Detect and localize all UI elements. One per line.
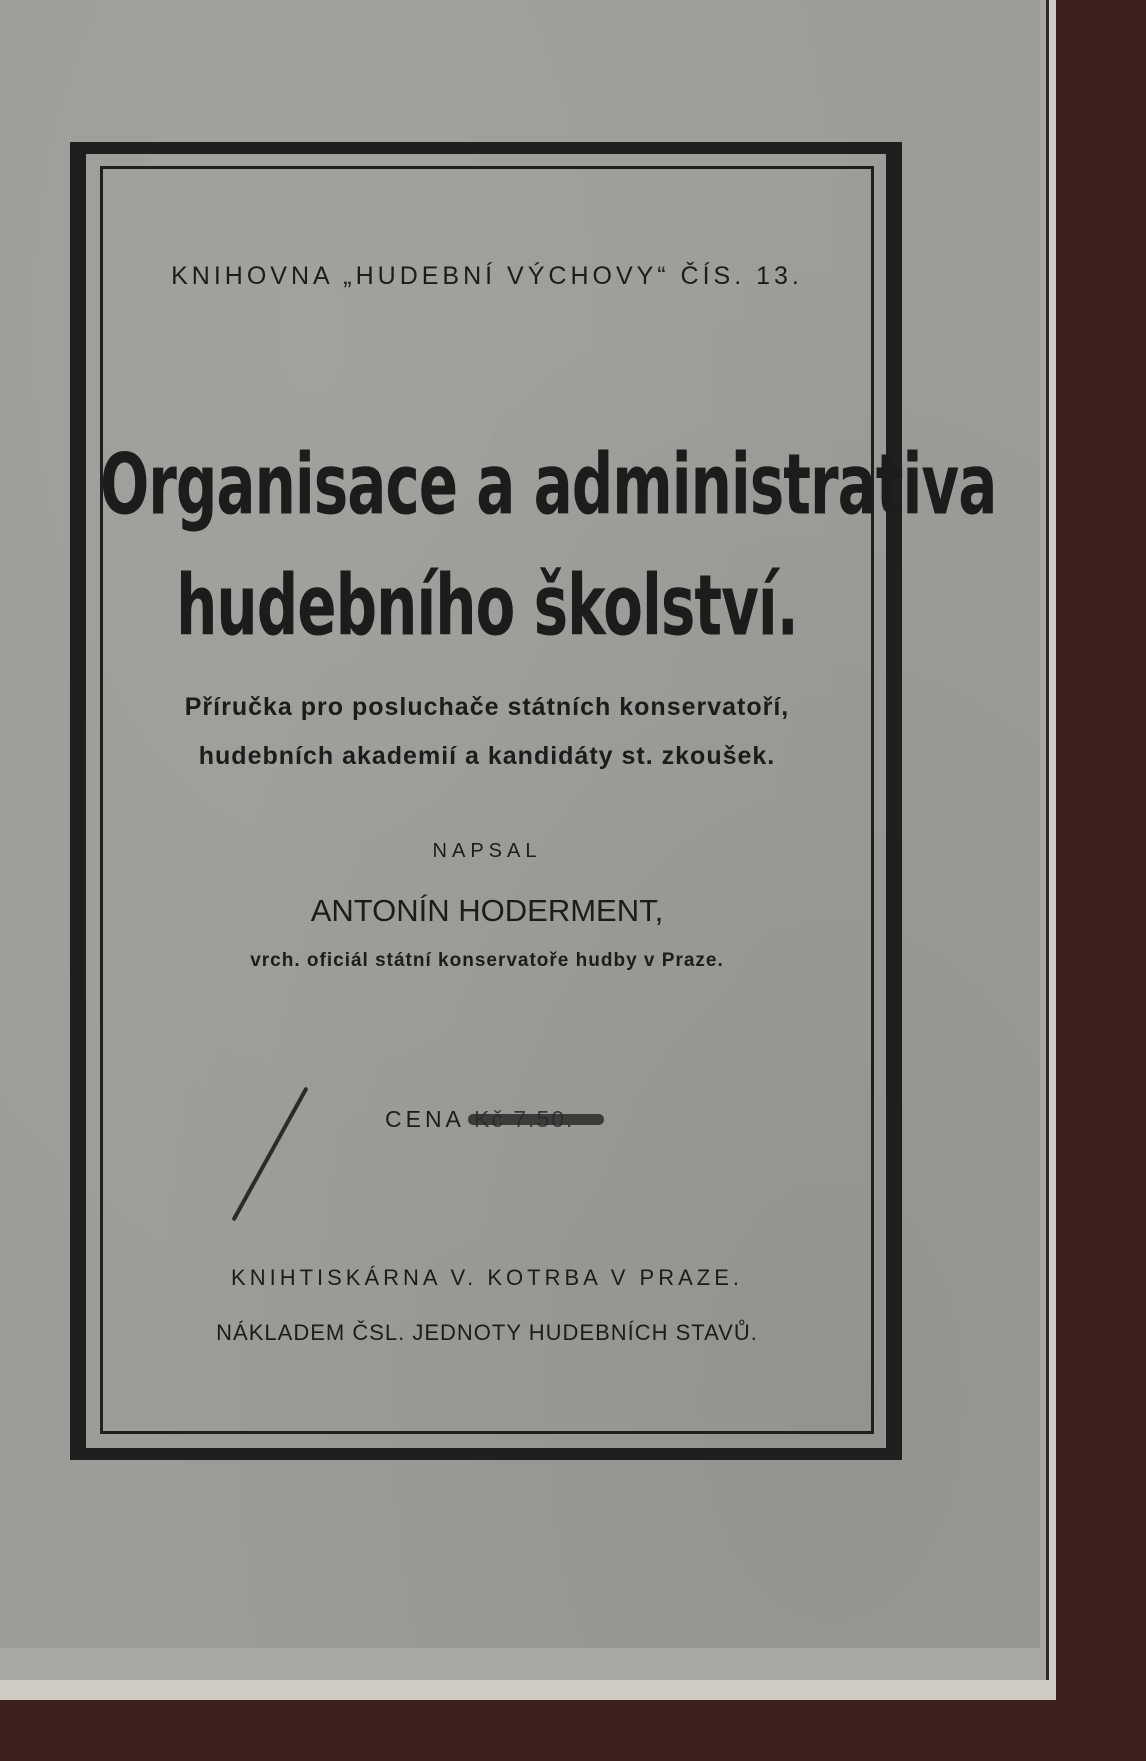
price-row bbox=[385, 1106, 574, 1133]
printer-line: KNIHTISKÁRNA V. KOTRBA V PRAZE. bbox=[231, 1265, 743, 1290]
series-line: KNIHOVNA „HUDEBNÍ VÝCHOVY“ ČÍS. 13. bbox=[171, 262, 803, 290]
inner-border-frame bbox=[100, 166, 997, 1434]
price-strikethrough bbox=[468, 1114, 604, 1125]
title-line-1: Organisace a administrativa bbox=[100, 435, 997, 534]
price-value-struck bbox=[474, 1106, 574, 1132]
price-label: CENA bbox=[385, 1106, 464, 1132]
subtitle-line-2: hudebních akademií a kandidáty st. zkoušek. bbox=[198, 742, 776, 770]
subtitle-line-1: Příručka pro posluchače státních konservatoří, bbox=[184, 693, 790, 721]
publisher-line: NÁKLADEM ČSL. JEDNOTY HUDEBNÍCH STAVŮ. bbox=[216, 1320, 758, 1345]
title-line-2: hudebního školství. bbox=[176, 556, 798, 655]
written-by-label: NAPSAL bbox=[432, 840, 542, 862]
author-role: vrch. oficiál státní konservatoře hudby v Praze. bbox=[250, 950, 724, 971]
author-name: ANTONÍN HODERMENT, bbox=[310, 893, 664, 928]
